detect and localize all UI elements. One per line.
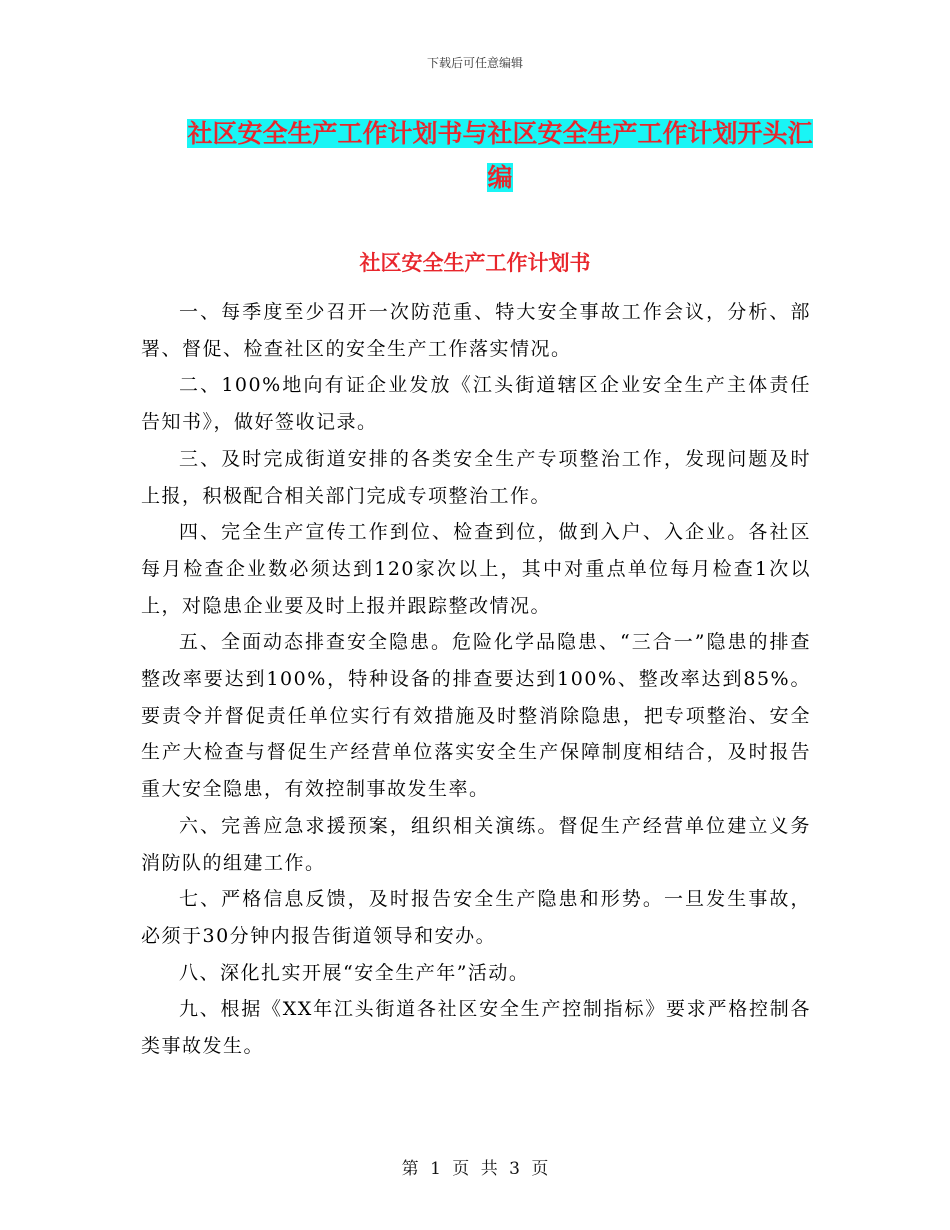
document-body	[141, 294, 811, 1065]
paragraph: 一、每季度至少召开一次防范重、特大安全事故工作会议，分析、部署、督促、检查社区的安全生产工作落实情况。	[141, 301, 811, 360]
paragraph: 五、全面动态排查安全隐患。危险化学品隐患、“三合一”隐患的排查整改率要达到100%，特种设备的排查要达到100%、整改率达到85%。要责令并督促责任单位实行有效措施及时整消除隐患，把专项整治、安全生产大检查与督促生产经营单位落实安全生产保障制度相结合，及时报告重大安全隐患，有效控制事故发生率。	[141, 631, 811, 801]
section-title: 社区安全生产工作计划书	[359, 251, 591, 275]
header-note: 下载后可任意编辑	[426, 56, 523, 70]
paragraph: 四、完全生产宣传工作到位、检查到位，做到入户、入企业。各社区每月检查企业数必须达到120家次以上，其中对重点单位每月检查1次以上，对隐患企业要及时上报并跟踪整改情况。	[141, 521, 811, 617]
paragraph: 六、完善应急求援预案，组织相关演练。督促生产经营单位建立义务消防队的组建工作。	[141, 814, 811, 874]
page-footer: 第 1 页 共 3 页	[401, 1159, 549, 1179]
paragraph: 二、100%地向有证企业发放《江头街道辖区企业安全生产主体责任告知书》，做好签收记录。	[141, 374, 811, 434]
paragraph: 七、严格信息反馈，及时报告安全生产隐患和形势。一旦发生事故，必须于30分钟内报告街道领导和安办。	[141, 888, 811, 947]
paragraph: 八、深化扎实开展“安全生产年”活动。	[179, 961, 530, 984]
paragraph: 九、根据《XX年江头街道各社区安全生产控制指标》要求严格控制各类事故发生。	[141, 998, 811, 1058]
document-title	[180, 112, 820, 200]
paragraph: 三、及时完成街道安排的各类安全生产专项整治工作，发现问题及时上报，积极配合相关部门完成专项整治工作。	[141, 447, 811, 507]
document-title-text: 社区安全生产工作计划书与社区安全生产工作计划开头汇编	[187, 119, 813, 192]
